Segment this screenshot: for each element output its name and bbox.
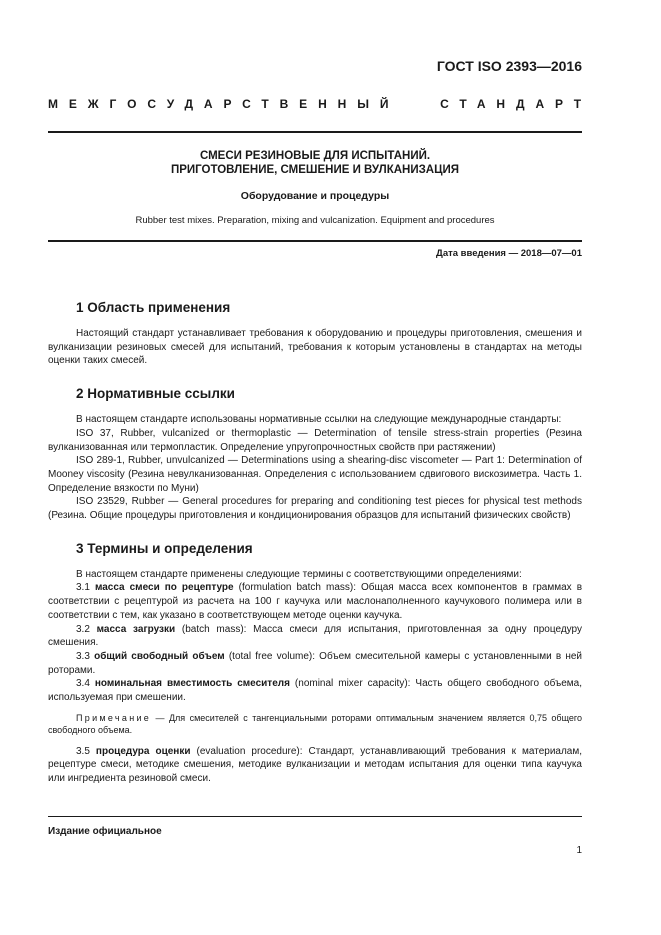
- term-text: (nominal mixer capacity): Часть общего свободного объема, используемая при смешении.: [48, 678, 582, 704]
- footer-divider: [48, 816, 582, 817]
- page-number: 1: [576, 845, 582, 856]
- standard-banner: [48, 97, 592, 111]
- title-line-2: ПРИГОТОВЛЕНИЕ, СМЕШЕНИЕ И ВУЛКАНИЗАЦИЯ: [170, 164, 460, 176]
- paragraph: Настоящий стандарт устанавливает требования к оборудованию и процедуры приготовления, смешения и вулканизации резиновых смесей для испытаний, требования к которым установлены в стандартах на методы оценки таких смесей.: [48, 328, 582, 367]
- document-title: [48, 149, 582, 177]
- document-subtitle: Оборудование и процедуры: [240, 190, 390, 202]
- paragraph: В настоящем стандарте применены следующие термины с соответствующими определениями:: [76, 568, 522, 580]
- english-title: Rubber test mixes. Preparation, mixing and vulcanization. Equipment and procedures: [135, 215, 495, 226]
- term-definition: [48, 745, 582, 786]
- section-terms-definitions: [48, 541, 582, 786]
- term-definition: [48, 623, 582, 650]
- term-text: (formulation batch mass): Общая масса всех компонентов в граммах в соответствии с рецептурой из расчета на 100 г каучука или маслонаполненного каучукового полимера или в соответствии с тем, как указано в соответствующем методе оценки каучука.: [48, 582, 583, 621]
- note-text: — Для смесителей с тангенциальными роторами оптимальным значением является 0,75 общего свободного объема.: [48, 712, 582, 736]
- term-name: номинальная вместимость смесителя: [94, 678, 290, 690]
- document-body: [48, 300, 582, 804]
- reference-iso-23529: ISO 23529, Rubber — General procedures for preparing and conditioning test pieces for physical test methods (Резина. Общие процедуры приготовления и кондиционирования образцов для испытаний физических свойств): [48, 496, 582, 522]
- reference-iso-37: ISO 37, Rubber, vulcanized or thermoplastic — Determination of tensile stress-strain properties (Резина вулканизованная или термопластик. Определение упругопрочностных свойств при растяжении): [48, 427, 582, 453]
- term-name: общий свободный объем: [94, 650, 225, 662]
- section-heading: 3 Термины и определения: [76, 540, 253, 556]
- section-normative-references: [48, 386, 582, 523]
- section-heading: 2 Нормативные ссылки: [76, 386, 235, 402]
- reference-iso-289-1: ISO 289-1, Rubber, unvulcanized — Determinations using a shearing-disc viscometer — Part 1: Determination of Mooney viscosity (Резина невулканизованная. Определения с использованием сдвигового вискозиметра. Часть 1. Определение вязкости по Муни): [48, 455, 582, 494]
- top-divider: [48, 131, 582, 133]
- title-line-1: СМЕСИ РЕЗИНОВЫЕ ДЛЯ ИСПЫТАНИЙ.: [199, 150, 431, 162]
- term-text: (evaluation procedure): Стандарт, устанавливающий требования к материалам, рецептуре смеси, методике смешения, методике вулканизации и методам испытания для оценки типа каучука или ингредиента резиновой смеси.: [48, 745, 583, 785]
- term-number: 3.1: [76, 582, 90, 594]
- term-name: процедура оценки: [95, 745, 191, 757]
- term-text: (total free volume): Объем смесительной камеры с установленными в ней роторами.: [48, 650, 583, 676]
- section-scope: [48, 300, 582, 368]
- banner-word-standard: СТАНДАРТ: [440, 97, 592, 111]
- term-name: масса загрузки: [96, 623, 176, 635]
- note: [48, 712, 582, 737]
- term-name: масса смеси по рецептуре: [94, 582, 234, 594]
- term-definition: [48, 581, 582, 622]
- paragraph: В настоящем стандарте использованы нормативные ссылки на следующие международные стандарты:: [76, 414, 562, 426]
- note-label: Примечание: [76, 712, 152, 723]
- section-heading: 1 Область применения: [76, 300, 231, 315]
- term-number: 3.2: [76, 623, 90, 635]
- term-definition: [48, 650, 582, 677]
- term-number: 3.4: [76, 678, 90, 690]
- banner-word-interstate: МЕЖГОСУДАРСТВЕННЫЙ: [48, 97, 400, 111]
- term-number: 3.5: [76, 745, 90, 757]
- title-divider: [48, 240, 582, 242]
- term-number: 3.3: [76, 650, 90, 662]
- edition-label: Издание официальное: [48, 826, 162, 837]
- term-text: (batch mass): Масса смеси для испытания, приготовленная за одну процедуру смешения.: [48, 623, 582, 649]
- introduction-date: Дата введения — 2018—07—01: [436, 248, 582, 259]
- term-definition: [48, 677, 582, 704]
- document-id: ГОСТ ISO 2393—2016: [436, 58, 582, 74]
